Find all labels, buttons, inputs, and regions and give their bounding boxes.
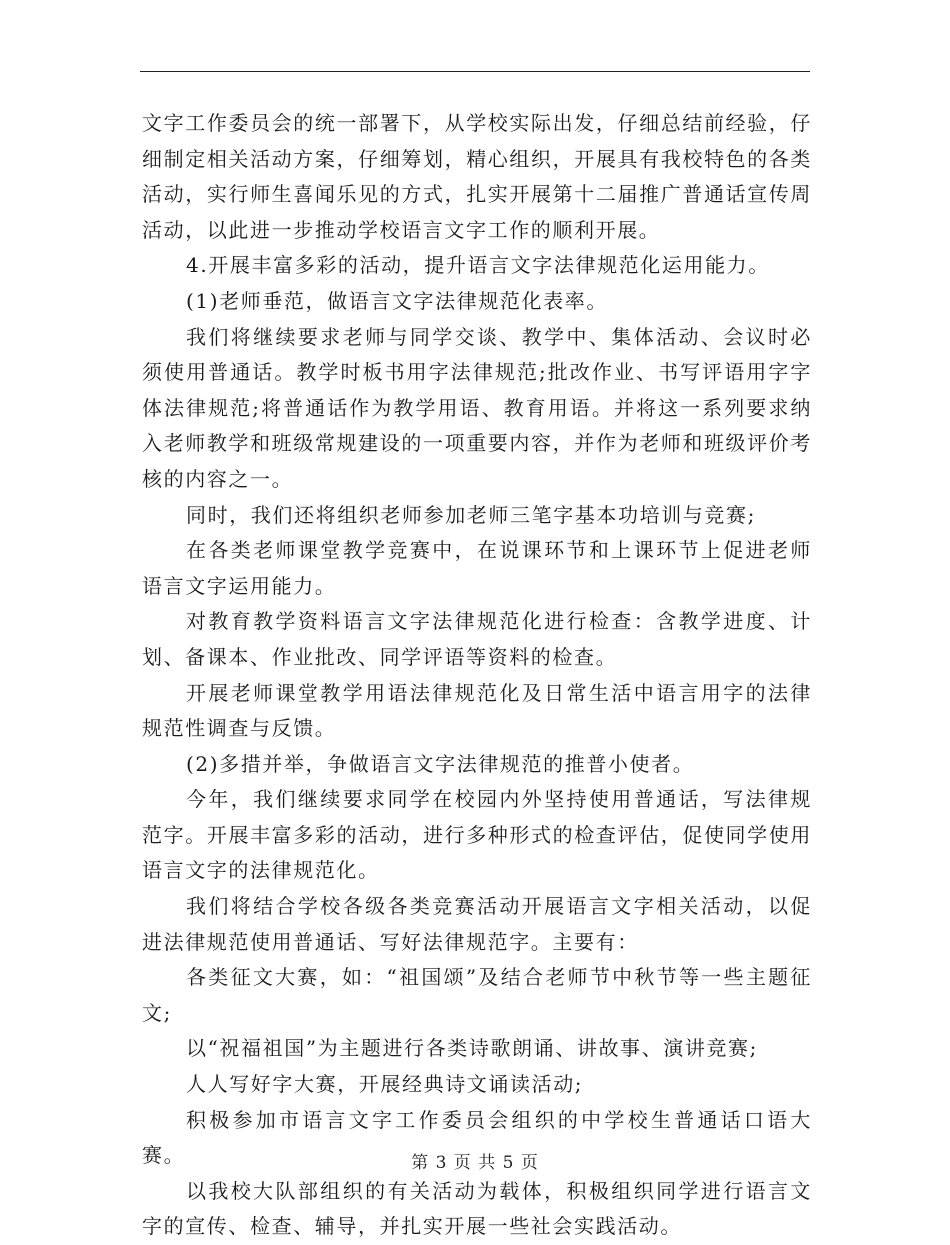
paragraph: 以“祝福祖国”为主题进行各类诗歌朗诵、讲故事、演讲竞赛; [186,1036,758,1061]
paragraph: 人人写好字大赛，开展经典诗文诵读活动; [186,1072,584,1097]
paragraph: 以我校大队部组织的有关活动为载体，积极组织同学进行语言文字的宣传、检查、辅导，并扎实开展一些社会实践活动。 [142,1178,812,1239]
paragraph: 积极参加市语言文字工作委员会组织的中学校生普通话口语大赛。 [142,1107,812,1168]
page-number-footer: 第 3 页 共 5 页 [411,1153,539,1173]
document-body [142,106,812,1245]
paragraph: 开展老师课堂教学用语法律规范化及日常生活中语言用字的法律规范性调查与反馈。 [142,680,812,741]
paragraph-subheading-2: (2)多措并举，争做语言文字法律规范的推普小使者。 [186,751,695,776]
paragraph: 在各类老师课堂教学竞赛中，在说课环节和上课环节上促进老师语言文字运用能力。 [142,538,812,598]
paragraph-heading-4: 4.开展丰富多彩的活动，提升语言文字法律规范化运用能力。 [186,253,770,278]
paragraph: 各类征文大赛，如：“祖国颂”及结合老师节中秋节等一些主题征文; [142,965,812,1025]
paragraph: 对教育教学资料语言文字法律规范化进行检查：含教学进度、计划、备课本、作业批改、同学评语等资料的检查。 [142,609,812,669]
paragraph: 我们将结合学校各级各类竞赛活动开展语言文字相关活动，以促进法律规范使用普通话、写好法律规范字。主要有： [142,894,812,954]
header-rule [140,71,810,72]
paragraph: 我们将继续要求老师与同学交谈、教学中、集体活动、会议时必须使用普通话。教学时板书用字法律规范;批改作业、书写评语用字字体法律规范;将普通话作为教学用语、教育用语。并将这一系列要求纳入老师教学和班级常规建设的一项重要内容，并作为老师和班级评价考核的内容之一。 [142,324,812,491]
paragraph: 今年，我们继续要求同学在校园内外坚持使用普通话，写法律规范字。开展丰富多彩的活动，进行多种形式的检查评估，促使同学使用语言文字的法律规范化。 [142,787,812,883]
paragraph-continuation: 文字工作委员会的统一部署下，从学校实际出发，仔细总结前经验，仔细制定相关活动方案，仔细筹划，精心组织，开展具有我校特色的各类活动，实行师生喜闻乐见的方式，扎实开展第十二届推广普通话宣传周活动，以此进一步推动学校语言文字工作的顺利开展。 [142,111,812,242]
paragraph-subheading-1: (1)老师垂范，做语言文字法律规范化表率。 [186,288,608,313]
paragraph: 同时，我们还将组织老师参加老师三笔字基本功培训与竞赛; [186,502,756,527]
